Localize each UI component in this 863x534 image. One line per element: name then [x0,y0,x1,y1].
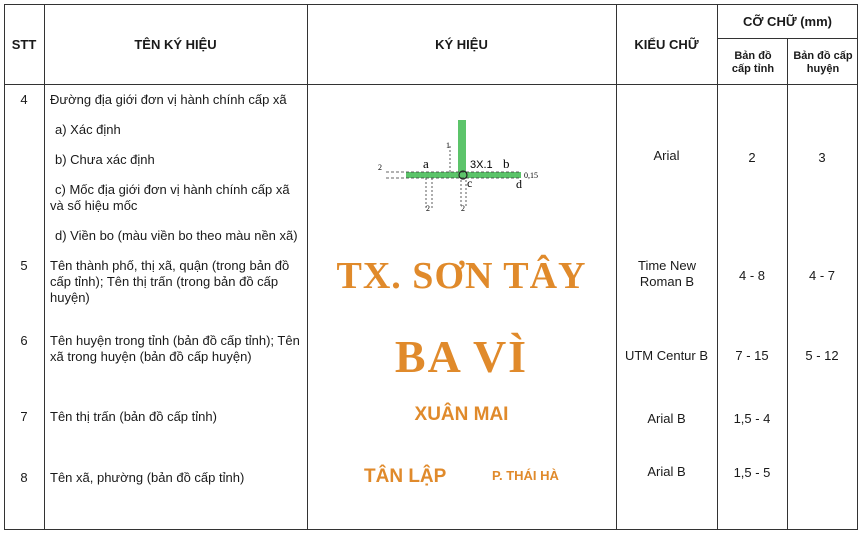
header-name: TÊN KÝ HIỆU [134,37,217,52]
sample-label: TÂN LẬP [364,466,447,487]
green-horizontal-line [406,172,521,178]
row-sub-c: c) Mốc địa giới đơn vị hành chính cấp xã và số hiệu mốc [50,182,290,213]
header-size-group: CỠ CHỮ (mm) [742,14,833,29]
row-stt: 4 [20,92,28,107]
row-size-district: 3 [818,150,826,165]
label-d: d [516,177,522,191]
label-c: c [467,176,473,190]
header-symbol: KÝ HIỆU [435,37,488,52]
row-size-province: 1,5 - 4 [733,411,771,426]
label-a: a [423,156,429,171]
sample-label-secondary: P. THÁI HÀ [492,468,559,483]
header-font: KIỂU CHỮ [634,37,699,52]
header-stt: STT [11,37,37,52]
row-name: Tên thị trấn (bản đồ cấp tỉnh) [50,409,217,424]
row-name: Đường địa giới đơn vị hành chính cấp xã [50,92,287,107]
sample-label: BA VÌ [394,331,529,382]
col-divider [787,38,788,530]
row-name: Tên huyện trong tỉnh (bản đồ cấp tỉnh); Tên xã trong huyện (bản đồ cấp huyện) [50,333,300,364]
label-b: b [503,156,510,171]
row-font: Arial [653,148,680,163]
sample-label: XUÂN MAI [414,404,509,425]
dim-1: 1 [446,141,450,150]
row-size-province: 4 - 8 [738,268,765,283]
col-divider [717,4,718,530]
sample-label: TX. SƠN TÂY [336,255,587,297]
col-divider [857,4,858,530]
green-vertical-line [458,120,466,176]
row-font: Arial B [647,464,686,479]
dim-2-bottom-b: 2 [461,204,465,213]
row-size-province: 2 [748,150,756,165]
row-divider [4,84,858,85]
row-name: Tên thành phố, thị xã, quận (trong bản đồ cấp tỉnh); Tên thị trấn (trong bản đồ cấp huyện) [50,258,290,305]
row-divider [4,529,858,530]
row-stt: 6 [20,333,28,348]
row-stt: 7 [20,409,28,424]
row-sub-b: b) Chưa xác định [55,152,155,167]
dim-2-bottom-a: 2 [426,204,430,213]
row-sub-a: a) Xác định [55,122,121,137]
row-size-province: 7 - 15 [735,348,769,363]
row-divider [717,38,858,39]
header-size-district: Bản đồ cấp huyện [793,50,853,75]
row-font: UTM Centur B [624,348,709,363]
row-size-province: 1,5 - 5 [733,465,771,480]
dim-015: 0,15 [524,171,538,180]
row-size-district: 5 - 12 [805,348,839,363]
row-name: Tên xã, phường (bản đồ cấp tỉnh) [50,470,245,485]
row-stt: 8 [20,470,28,485]
row-font: Arial B [647,411,686,426]
boundary-symbol-diagram [376,118,556,218]
col-divider [616,4,617,530]
dim-2-left: 2 [378,163,382,172]
row-divider [4,4,858,5]
row-size-district: 4 - 7 [808,268,835,283]
header-size-province: Bản đồ cấp tỉnh [731,50,775,75]
col-divider [44,4,45,530]
label-3x1: 3X.1 [470,159,493,171]
row-font: Time New Roman B [637,258,697,289]
row-stt: 5 [20,258,28,273]
row-sub-d: d) Viền bo (màu viền bo theo màu nền xã) [55,228,298,243]
